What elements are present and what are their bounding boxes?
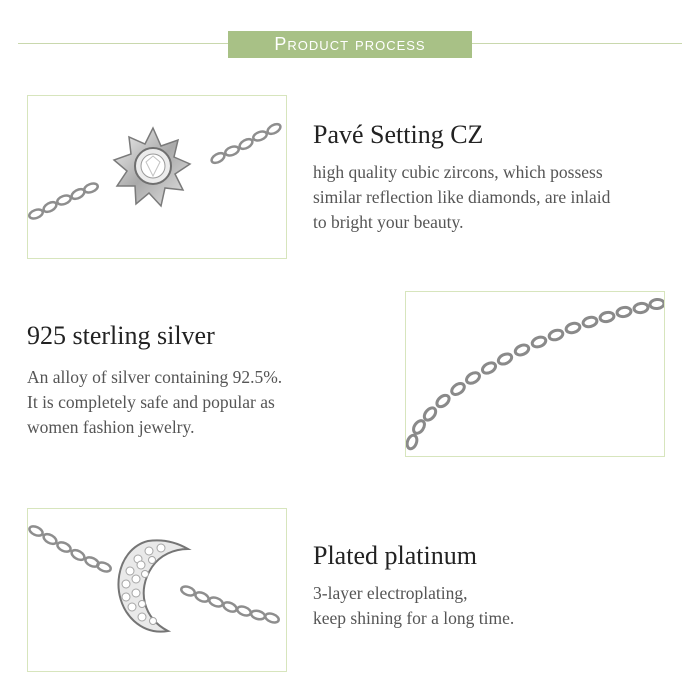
chain-links-right	[180, 585, 280, 624]
desc-line: An alloy of silver containing 92.5%.	[27, 367, 283, 387]
header-rule-left	[18, 43, 228, 44]
silver-chain-image	[405, 291, 665, 457]
desc-line: similar reflection like diamonds, are inlaid	[313, 187, 611, 207]
header-rule-right	[472, 43, 682, 44]
moon-charm-image	[27, 508, 287, 672]
moon-charm-illustration	[28, 509, 286, 671]
feature-title-platinum: Plated platinum	[313, 541, 477, 570]
feature-title-silver: 925 sterling silver	[27, 321, 215, 350]
desc-line: It is completely safe and popular as	[27, 392, 275, 412]
desc-line: high quality cubic zircons, which possess	[313, 162, 603, 182]
sun-charm-illustration	[28, 96, 286, 258]
feature-desc-pave	[313, 160, 610, 235]
section-banner	[228, 31, 472, 58]
chain-links-left	[28, 182, 99, 220]
desc-line: 3-layer electroplating,	[313, 583, 468, 603]
silver-chain-illustration	[406, 292, 664, 456]
feature-desc-platinum	[313, 581, 514, 631]
desc-line: women fashion jewelry.	[27, 417, 195, 437]
chain-links-right	[210, 122, 282, 165]
desc-line: keep shining for a long time.	[313, 608, 515, 628]
desc-line: to bright your beauty.	[313, 212, 464, 232]
banner-title: Product process	[274, 34, 426, 54]
cubic-zircon-stone	[141, 154, 165, 178]
chain-links	[406, 299, 664, 450]
sun-charm-image	[27, 95, 287, 259]
feature-desc-silver	[27, 365, 282, 440]
chain-links-left	[28, 524, 112, 573]
feature-title-pave: Pavé Setting CZ	[313, 120, 484, 149]
